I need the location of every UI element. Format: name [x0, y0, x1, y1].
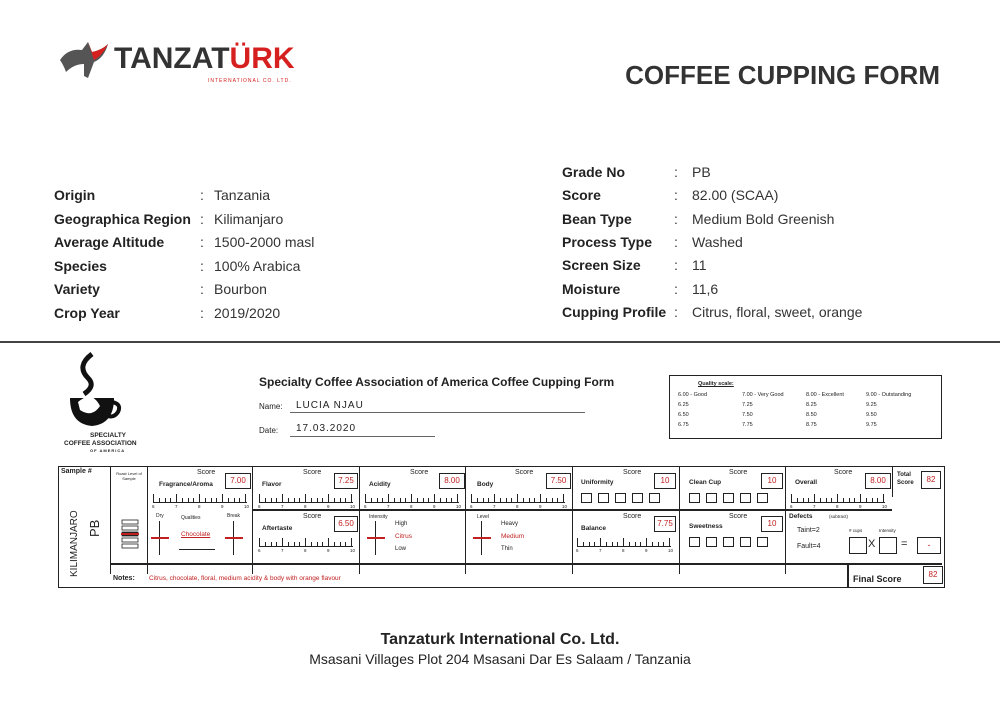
- clean-cup-score[interactable]: 10: [761, 473, 783, 489]
- info-separator: :: [674, 187, 678, 204]
- date-underline: [290, 436, 435, 437]
- scale-tick-label: 7: [813, 504, 816, 509]
- overall-score[interactable]: 8.00: [865, 473, 891, 489]
- fragrance-score[interactable]: 7.00: [225, 473, 251, 489]
- grid-divider: [892, 467, 893, 497]
- sca-form-title: Specialty Coffee Association of America Coffee Cupping Form: [259, 375, 615, 389]
- aftertaste-scale[interactable]: [258, 533, 356, 553]
- info-value: Bourbon: [214, 281, 267, 297]
- final-score-label: Final Score: [853, 574, 902, 584]
- grid-row-divider: [252, 509, 892, 511]
- sca-logo-line2: COFFEE ASSOCIATION: [64, 440, 137, 447]
- quality-scale-cell: 6.75: [678, 422, 689, 428]
- scale-tick-label: 10: [350, 504, 356, 509]
- logo-tagline: INTERNATIONAL CO. LTD.: [208, 78, 292, 84]
- quality-scale-cell: 9.00 - Outstanding: [866, 392, 912, 398]
- info-value: PB: [692, 164, 711, 180]
- cup-checkbox[interactable]: [598, 493, 609, 503]
- info-value: Citrus, floral, sweet, orange: [692, 303, 863, 320]
- quality-scale-cell: 8.75: [806, 422, 817, 428]
- scale-tick-label: 8: [198, 504, 201, 509]
- cup-checkbox[interactable]: [632, 493, 643, 503]
- scale-tick-label: 10: [456, 504, 462, 509]
- cup-checkbox[interactable]: [615, 493, 626, 503]
- coffee-cup-icon: [62, 352, 122, 430]
- info-row: [562, 162, 982, 182]
- name-label: Name:: [259, 402, 283, 411]
- info-value: 11,6: [692, 280, 719, 297]
- info-row: [562, 232, 982, 252]
- info-value: Kilimanjaro: [214, 210, 284, 227]
- sca-logo: [60, 352, 170, 462]
- cup-checkbox[interactable]: [706, 493, 717, 503]
- scale-tick-label: 10: [350, 548, 356, 553]
- flavor-score[interactable]: 7.25: [334, 473, 358, 489]
- info-separator: :: [200, 257, 204, 274]
- cup-checkbox[interactable]: [689, 493, 700, 503]
- grid-divider: [465, 467, 466, 574]
- defects-fault: Fault=4: [797, 543, 821, 550]
- scale-tick-label: 7: [387, 504, 390, 509]
- quality-scale-cell: 9.50: [866, 412, 877, 418]
- quality-scale-cell: 9.75: [866, 422, 877, 428]
- flavor-score-label: Score: [303, 469, 322, 476]
- section-divider: [0, 341, 1000, 343]
- cup-checkbox[interactable]: [740, 493, 751, 503]
- body-low: Thin: [501, 546, 513, 552]
- break-marker: [225, 537, 243, 539]
- grid-divider: [359, 467, 360, 574]
- body-scale[interactable]: [470, 489, 568, 509]
- body-marker: [473, 537, 491, 539]
- acidity-label: Acidity: [369, 481, 391, 488]
- notes-label: Notes:: [113, 575, 135, 582]
- info-separator: :: [200, 234, 204, 250]
- cup-checkbox[interactable]: [757, 493, 768, 503]
- scale-tick-label: 6: [364, 504, 367, 509]
- scale-tick-label: 9: [539, 504, 542, 509]
- grid-divider: [252, 467, 253, 574]
- scale-baseline: [259, 502, 353, 503]
- name-value[interactable]: LUCIA NJAU: [296, 400, 364, 411]
- logo-text-3: RK: [251, 42, 295, 75]
- quality-scale-cell: 6.50: [678, 412, 689, 418]
- info-row: [54, 279, 474, 299]
- info-label: Cupping Profile: [562, 303, 667, 320]
- quality-scale-box: [669, 375, 942, 439]
- info-row: [54, 209, 474, 229]
- quality-scale-cell: 9.25: [866, 402, 877, 408]
- footer-address: Msasani Villages Plot 204 Msasani Dar Es Salaam / Tanzania: [309, 651, 691, 667]
- info-value: 100% Arabica: [214, 257, 301, 274]
- sample-grade[interactable]: PB: [87, 519, 102, 537]
- uniformity-score[interactable]: 10: [654, 473, 676, 489]
- sample-name[interactable]: KILIMANJARO: [69, 510, 80, 577]
- quality-scale-cell: 8.50: [806, 412, 817, 418]
- info-label: Moisture: [562, 280, 621, 297]
- scale-baseline: [471, 502, 565, 503]
- roast-swatches-icon: [121, 519, 139, 551]
- info-label: Geographica Region: [54, 210, 191, 227]
- quality-scale-title: Quality scale:: [698, 381, 734, 387]
- scale-tick-label: 7: [281, 504, 284, 509]
- scale-tick-label: 9: [327, 548, 330, 553]
- total-score[interactable]: 82: [921, 471, 941, 489]
- info-separator: :: [200, 304, 204, 321]
- info-separator: :: [200, 281, 204, 297]
- fragrance-qualities-label: Qualities: [181, 515, 201, 521]
- info-value: 82.00 (SCAA): [692, 187, 779, 204]
- info-row: [54, 185, 474, 205]
- sca-logo-line1: SPECIALTY: [90, 432, 126, 439]
- body-mid: Medium: [501, 533, 525, 540]
- final-score[interactable]: 82: [923, 566, 943, 584]
- defects-subtract: (subtract): [829, 514, 849, 519]
- defects-intensity-input[interactable]: [879, 537, 897, 554]
- scale-tick-label: 8: [622, 548, 625, 553]
- defects-intensity-label: Intensity: [879, 528, 896, 533]
- name-underline: [290, 412, 585, 413]
- scale-tick-label: 8: [410, 504, 413, 509]
- info-separator: :: [200, 187, 204, 203]
- fragrance-break-label: Break: [227, 513, 241, 519]
- cup-checkbox[interactable]: [723, 537, 734, 547]
- fragrance-quality-line: [179, 549, 215, 550]
- info-label: Screen Size: [562, 257, 641, 274]
- defects-result[interactable]: -: [917, 537, 941, 554]
- scale-tick-label: 10: [244, 504, 250, 509]
- info-separator: :: [674, 280, 678, 297]
- cup-checkbox[interactable]: [757, 537, 768, 547]
- acidity-mid: Citrus: [395, 533, 412, 540]
- info-row: [54, 303, 474, 323]
- info-separator: :: [674, 303, 678, 320]
- scale-tick-label: 9: [221, 504, 224, 509]
- quality-scale-cell: 7.25: [742, 402, 753, 408]
- date-label: Date:: [259, 426, 279, 435]
- quality-scale-cell: 7.50: [742, 412, 753, 418]
- sweetness-score-label: Score: [729, 513, 748, 520]
- info-label: Crop Year: [54, 304, 120, 321]
- page-title: COFFEE CUPPING FORM: [625, 60, 940, 90]
- total-score-label: Total Score: [897, 472, 914, 486]
- sweetness-label: Sweetness: [689, 523, 723, 530]
- cup-checkbox[interactable]: [740, 537, 751, 547]
- info-row: [562, 302, 982, 322]
- uniformity-label: Uniformity: [581, 479, 614, 486]
- scale-tick-label: 8: [836, 504, 839, 509]
- roast-label: Roast Level of Sample: [116, 471, 142, 481]
- sample-label: Sample #: [61, 468, 92, 475]
- cup-checkbox[interactable]: [706, 537, 717, 547]
- defects-taint: Taint=2: [797, 527, 820, 534]
- scale-tick-label: 8: [304, 548, 307, 553]
- uniformity-score-label: Score: [623, 469, 642, 476]
- quality-scale-cell: 7.00 - Very Good: [742, 392, 784, 398]
- info-row: [54, 232, 474, 252]
- quality-scale-cell: 6.00 - Good: [678, 392, 708, 398]
- body-score[interactable]: 7.50: [546, 473, 571, 489]
- acidity-score[interactable]: 8.00: [439, 473, 465, 489]
- info-value: Medium Bold Greenish: [692, 210, 835, 227]
- cupping-grid: [58, 466, 945, 588]
- info-label: Species: [54, 257, 107, 274]
- aftertaste-score-label: Score: [303, 513, 322, 520]
- defects-equals: =: [901, 538, 908, 550]
- scale-baseline: [365, 502, 459, 503]
- info-label: Bean Type: [562, 210, 632, 227]
- info-label: Process Type: [562, 233, 653, 250]
- scale-baseline: [577, 546, 671, 547]
- balance-label: Balance: [581, 525, 606, 532]
- scale-tick-label: 9: [327, 504, 330, 509]
- acidity-high: High: [395, 521, 408, 527]
- cup-checkbox[interactable]: [689, 537, 700, 547]
- scale-tick-label: 7: [599, 548, 602, 553]
- info-separator: :: [674, 257, 678, 274]
- aftertaste-label: Aftertaste: [262, 525, 293, 532]
- scale-tick-label: 9: [433, 504, 436, 509]
- info-separator: :: [674, 210, 678, 227]
- defects-cups-label: # cups: [849, 528, 863, 533]
- scale-tick-label: 7: [281, 548, 284, 553]
- logo-text-2: Ü: [229, 42, 252, 75]
- defects-times: X: [868, 538, 876, 550]
- date-value[interactable]: 17.03.2020: [296, 423, 357, 434]
- balance-score-label: Score: [623, 513, 642, 520]
- acidity-marker: [367, 537, 385, 539]
- info-row: [562, 255, 982, 275]
- scale-tick-label: 6: [152, 504, 155, 509]
- scale-tick-label: 8: [516, 504, 519, 509]
- clean-cup-label: Clean Cup: [689, 479, 722, 486]
- body-level-label: Level: [477, 514, 489, 520]
- acidity-low: Low: [395, 546, 407, 552]
- scale-tick-label: 6: [790, 504, 793, 509]
- info-separator: :: [200, 210, 204, 227]
- scale-tick-label: 7: [493, 504, 496, 509]
- info-value: 11: [692, 257, 707, 274]
- balance-score[interactable]: 7.75: [654, 516, 676, 532]
- acidity-intensity-label: Intensity: [369, 514, 388, 520]
- defects-label: Defects: [789, 513, 813, 520]
- info-label: Average Altitude: [54, 234, 165, 250]
- info-value: 1500-2000 masl: [214, 234, 315, 250]
- scale-tick-label: 6: [576, 548, 579, 553]
- footer-company: Tanzaturk International Co. Ltd.: [380, 631, 620, 648]
- scale-tick-label: 10: [882, 504, 888, 509]
- scale-tick-label: 7: [175, 504, 178, 509]
- grid-divider: [147, 467, 148, 574]
- info-value: 2019/2020: [214, 304, 281, 321]
- quality-scale-cell: 8.25: [806, 402, 817, 408]
- quality-scale-cell: 7.75: [742, 422, 753, 428]
- overall-label: Overall: [795, 479, 818, 486]
- info-row: [562, 209, 982, 229]
- info-separator: :: [674, 164, 678, 180]
- grid-divider: [679, 467, 680, 574]
- company-logo: [58, 38, 295, 88]
- cup-checkbox[interactable]: [723, 493, 734, 503]
- scale-tick-label: 8: [304, 504, 307, 509]
- defects-cups-input[interactable]: [849, 537, 867, 554]
- body-score-label: Score: [515, 469, 534, 476]
- flavor-label: Flavor: [262, 481, 282, 488]
- scale-tick-label: 9: [645, 548, 648, 553]
- logo-text-1: TANZAT: [114, 42, 230, 75]
- grid-divider: [785, 467, 786, 574]
- scale-baseline: [791, 502, 885, 503]
- balance-scale[interactable]: [576, 533, 674, 553]
- scale-tick-label: 10: [668, 548, 674, 553]
- acidity-scale[interactable]: [364, 489, 462, 509]
- grid-divider: [110, 467, 111, 574]
- cup-checkbox[interactable]: [649, 493, 660, 503]
- info-separator: :: [674, 233, 678, 250]
- info-value: Tanzania: [214, 187, 271, 203]
- fragrance-label: Fragrance/Aroma: [159, 481, 213, 488]
- info-label: Score: [562, 187, 601, 204]
- quality-scale-cell: 6.25: [678, 402, 689, 408]
- final-divider: [847, 563, 849, 587]
- roast-level-scale[interactable]: [121, 519, 139, 551]
- info-label: Grade No: [562, 164, 626, 180]
- fragrance-dry-label: Dry: [156, 513, 164, 519]
- scale-tick-label: 6: [258, 548, 261, 553]
- info-row: [562, 185, 982, 205]
- grid-divider: [572, 467, 573, 574]
- grid-row-divider: [110, 563, 942, 565]
- info-row: [54, 256, 474, 276]
- quality-scale-cell: 8.00 - Excellent: [806, 392, 844, 398]
- scale-tick-label: 6: [258, 504, 261, 509]
- clean-cup-score-label: Score: [729, 469, 748, 476]
- sca-logo-line3: OF AMERICA: [90, 448, 126, 453]
- scale-tick-label: 6: [470, 504, 473, 509]
- scale-baseline: [259, 546, 353, 547]
- scale-tick-label: 10: [562, 504, 568, 509]
- sweetness-score[interactable]: 10: [761, 516, 783, 532]
- acidity-score-label: Score: [410, 469, 429, 476]
- info-label: Origin: [54, 187, 96, 203]
- info-value: Washed: [692, 233, 743, 250]
- cup-checkbox[interactable]: [581, 493, 592, 503]
- info-row: [562, 279, 982, 299]
- body-high: Heavy: [501, 521, 519, 527]
- notes-value[interactable]: Citrus, chocolate, floral, medium acidity & body with orange flavour: [149, 575, 341, 582]
- overall-score-label: Score: [834, 469, 853, 476]
- fragrance-scale[interactable]: [152, 489, 250, 509]
- scale-tick-label: 9: [859, 504, 862, 509]
- flavor-scale[interactable]: [258, 489, 356, 509]
- bull-logo-icon: [58, 38, 110, 84]
- info-label: Variety: [54, 281, 100, 297]
- aftertaste-score[interactable]: 6.50: [334, 516, 358, 532]
- body-label: Body: [477, 481, 494, 488]
- fragrance-quality-value[interactable]: Chocolate: [181, 531, 211, 538]
- scale-baseline: [153, 502, 247, 503]
- fragrance-score-label: Score: [197, 469, 216, 476]
- overall-scale[interactable]: [790, 489, 888, 509]
- dry-marker: [151, 537, 169, 539]
